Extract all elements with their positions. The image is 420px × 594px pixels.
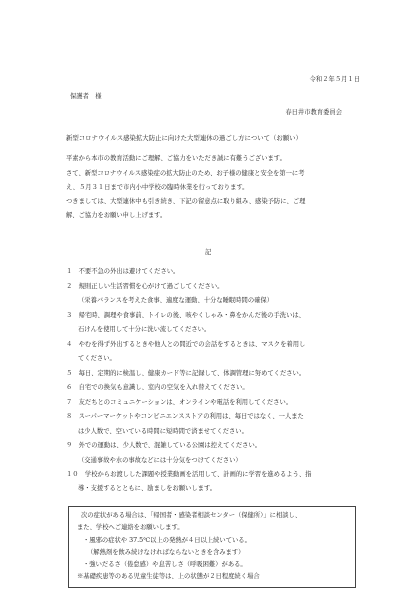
list-item: ３ 帰宅時、調理や食事前、トイレの後、咳やくしゃみ・鼻をかんだ後の手洗いは、 xyxy=(66,312,305,319)
body-line: さて、新型コロナウイルス感染症の拡大防止のため、お子様の健康と安全を第一に考 xyxy=(66,170,305,177)
list-item-continuation: 石けんを使用して十分に洗い流してください。 xyxy=(78,326,211,333)
document-date: 令和２年５月１日 xyxy=(309,76,360,83)
list-item: ５ 毎日、定期的に検温し、健康カード等に記録して、体調管理に努めてください。 xyxy=(66,370,306,377)
document-subject: 新型コロナウイルス感染拡大防止に向けた大型連休の過ごし方について（お願い） xyxy=(66,134,302,142)
body-line: え、５月３１日まで市内小中学校の臨時休業を行っております。 xyxy=(66,184,249,191)
list-item-continuation: は少人数で、空いている時間に短時間で済ませてください。 xyxy=(78,428,248,435)
list-item-note: （栄養バランスを考えた食事、適度な運動、十分な睡眠時間の確保） xyxy=(78,297,274,304)
notice-box xyxy=(68,506,356,588)
notice-note: （解熱剤を飲み続けなければならないときを含みます） xyxy=(87,549,245,556)
list-item: ６ 自宅での換気も意識し、室内の空気を入れ替えてください。 xyxy=(66,384,249,391)
body-line: つきましては、大型連休中も引き続き、下記の留意点に取り組み、感染予防に、ご理 xyxy=(66,198,306,205)
body-line: 平素から本市の教育活動にご理解、ご協力をいただき誠に有難うございます。 xyxy=(66,155,286,162)
notice-line: 次の症状がある場合は、「帰国者・感染者相談センター（保健所）」に相談し、 xyxy=(81,512,302,519)
addressee: 保護者 様 xyxy=(70,93,102,100)
issuer: 春日井市教育委員会 xyxy=(285,109,342,116)
body-line: 解、ご協力をお願い申し上げます。 xyxy=(66,212,167,219)
list-item-continuation: てください。 xyxy=(78,355,116,362)
list-item: ８ スーパーマーケットやコンビニエンスストアの利用は、毎日ではなく、一人また xyxy=(66,413,304,420)
notice-bullet: ・強いだるさ（倦怠感）や息苦しさ（呼吸困難）がある。 xyxy=(83,561,247,568)
ki-heading: 記 xyxy=(205,249,212,256)
list-item-note: （交通事故や水の事故などには十分気をつけてください） xyxy=(78,457,242,464)
list-item: ９ 外での運動は、少人数で、混雑している公園は控えてください。 xyxy=(66,442,262,449)
list-item: ２ 規則正しい生活習慣を心がけて過ごしてください。 xyxy=(66,283,224,290)
list-item: １ 不要不急の外出は避けてください。 xyxy=(66,268,180,275)
list-item: １０ 学校からお渡しした課題や授業動画を活用して、計画的に学習を進めるよう、指 xyxy=(66,471,312,478)
list-item: ４ やむを得ず外出するときや他人との間近での会話をするときは、マスクを着用し xyxy=(66,341,306,348)
notice-line: また、学校へご連絡をお願いします。 xyxy=(77,524,184,531)
notice-remark: ※基礎疾患等のある児童生徒等は、上の状態が２日程度続く場合 xyxy=(77,573,260,580)
notice-bullet: ・風邪の症状や 37.5℃以上の発熱が４日以上続いている。 xyxy=(83,537,251,544)
list-item-continuation: 導・支援するとともに、励ましをお願いします。 xyxy=(78,485,217,492)
list-item: ７ 友だちとのコミュニケーションは、オンラインや電話を利用してください。 xyxy=(66,399,293,406)
